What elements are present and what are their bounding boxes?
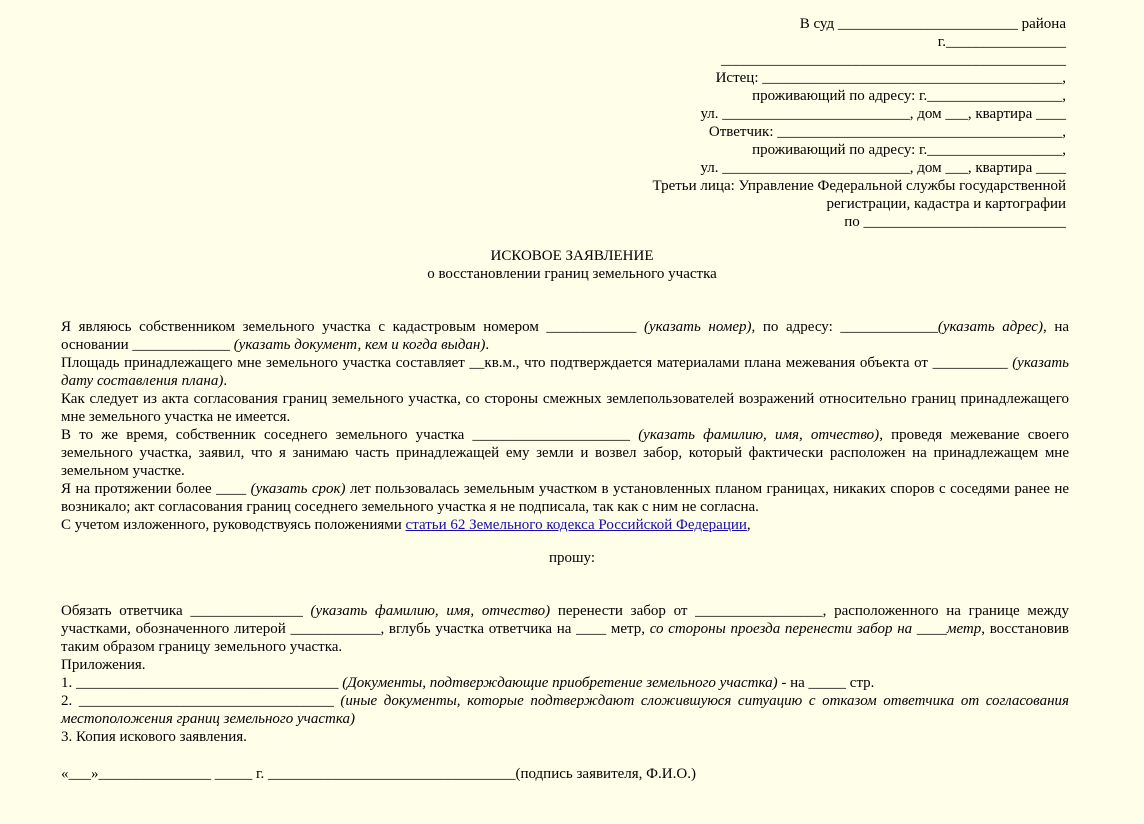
document-title	[0, 247, 1144, 283]
hint-text: (Документы, подтверждающие приобретение земельного участка)	[342, 675, 778, 691]
text-run: лет пользовалась земельным участком в установленных планом границах, никаких споров с соседями ранее не возникало; акт согласования границ соседнего земельного участка я не подписала, так как с ним не согласна.	[61, 481, 1070, 515]
paragraph-area	[61, 354, 1069, 390]
hint-text: со стороны проезда перенести забор на ____метр	[649, 621, 982, 637]
request-heading: прошу:	[548, 550, 596, 566]
text-run: перенести забор от _________________, расположенного на границе между участками, обозначенного литерой ____________, вглубь участка ответчика на ____ метр,	[61, 603, 1069, 637]
header-defendant-line: Ответчик: ______________________________________,	[708, 124, 1066, 140]
header-blank-line: ______________________________________________	[721, 52, 1066, 68]
paragraph-demand	[61, 602, 1069, 656]
text-run: , восстановив таким образом границу земельного участка.	[61, 621, 1069, 655]
signature-line: «___»_______________ _____ г. _________________________________(подпись заявителя, Ф.И.О.)	[61, 766, 696, 782]
hint-text: (указать фамилию, имя, отчество)	[638, 427, 880, 443]
hint-text: (указать документ, кем и когда выдан)	[233, 337, 486, 353]
title-main: ИСКОВОЕ ЗАЯВЛЕНИЕ	[490, 248, 654, 264]
header-city-line: г.________________	[937, 34, 1066, 50]
text-run: .	[223, 373, 228, 389]
header-third-parties-line2: регистрации, кадастра и картографии	[826, 196, 1066, 212]
header-third-parties-line: Третьи лица: Управление Федеральной службы государственной	[652, 178, 1066, 194]
text-run: Я на протяжении более ____	[61, 481, 251, 497]
title-sub: о восстановлении границ земельного участка	[427, 266, 717, 282]
claim-body	[61, 318, 1069, 534]
attachments-title: Приложения.	[61, 657, 146, 673]
attachment-item-2	[61, 692, 1069, 728]
paragraph-ownership	[61, 318, 1069, 354]
text-run: Обязать ответчика _______________	[61, 603, 311, 619]
hint-text: (иные документы, которые подтверждают сложившуюся ситуацию с отказом ответчика от согласования местоположения границ земельного участка)	[61, 693, 1069, 727]
text-run: В то же время, собственник соседнего земельного участка _____________________	[61, 427, 639, 443]
header-third-parties-region: по ___________________________	[844, 214, 1066, 230]
text-run: - на _____ стр.	[777, 675, 875, 691]
text-run: , проведя межевание своего земельного участка, заявил, что я занимаю часть принадлежащей ему земли и возвел забор, который фактически расположен на принадлежащем мне земельном участке.	[61, 427, 1069, 479]
header-defendant-address-street: ул. _________________________, дом ___, квартира ____	[700, 160, 1066, 176]
hint-text: (указать срок)	[250, 481, 346, 497]
paragraph-legal-basis	[61, 516, 1069, 534]
text-run: 2. __________________________________	[61, 693, 341, 709]
text-run: 1. ___________________________________	[61, 675, 343, 691]
text-run: Площадь принадлежащего мне земельного участка составляет __кв.м., что подтверждается материалами плана межевания объекта от __________	[61, 355, 1013, 371]
request-block	[61, 602, 1069, 746]
attachment-item-3: 3. Копия искового заявления.	[61, 729, 247, 745]
text-run: Я являюсь собственником земельного участка с кадастровым номером ____________	[61, 319, 645, 335]
law-article-link[interactable]: статьи 62 Земельного кодекса Российской Федерации	[405, 517, 747, 533]
text-run: ,	[746, 517, 751, 533]
header-plaintiff-line: Истец: ________________________________________,	[715, 70, 1066, 86]
header-plaintiff-address-city: проживающий по адресу: г.__________________,	[752, 88, 1066, 104]
addressee-block	[466, 15, 1066, 231]
text-run: , по адресу: _____________	[751, 319, 938, 335]
header-court-line: В суд ________________________ района	[799, 16, 1066, 32]
text-run: С учетом изложенного, руководствуясь положениями	[61, 517, 406, 533]
text-run: , на основании _____________	[61, 319, 1069, 353]
paragraph-agreement-act: Как следует из акта согласования границ земельного участка, со стороны смежных землепользователей возражений относительно границ принадлежащего мне земельного участка не имеется.	[61, 391, 1069, 425]
hint-text: (указать дату составления плана)	[61, 355, 1069, 389]
paragraph-neighbor	[61, 426, 1069, 480]
header-plaintiff-address-street: ул. _________________________, дом ___, квартира ____	[700, 106, 1066, 122]
hint-text: (указать фамилию, имя, отчество)	[310, 603, 551, 619]
paragraph-usage-period	[61, 480, 1069, 516]
header-defendant-address-city: проживающий по адресу: г.__________________,	[752, 142, 1066, 158]
text-run: .	[485, 337, 490, 353]
hint-text: (указать номер)	[644, 319, 752, 335]
hint-text: (указать адрес)	[937, 319, 1043, 335]
attachment-item-1	[61, 674, 1069, 692]
